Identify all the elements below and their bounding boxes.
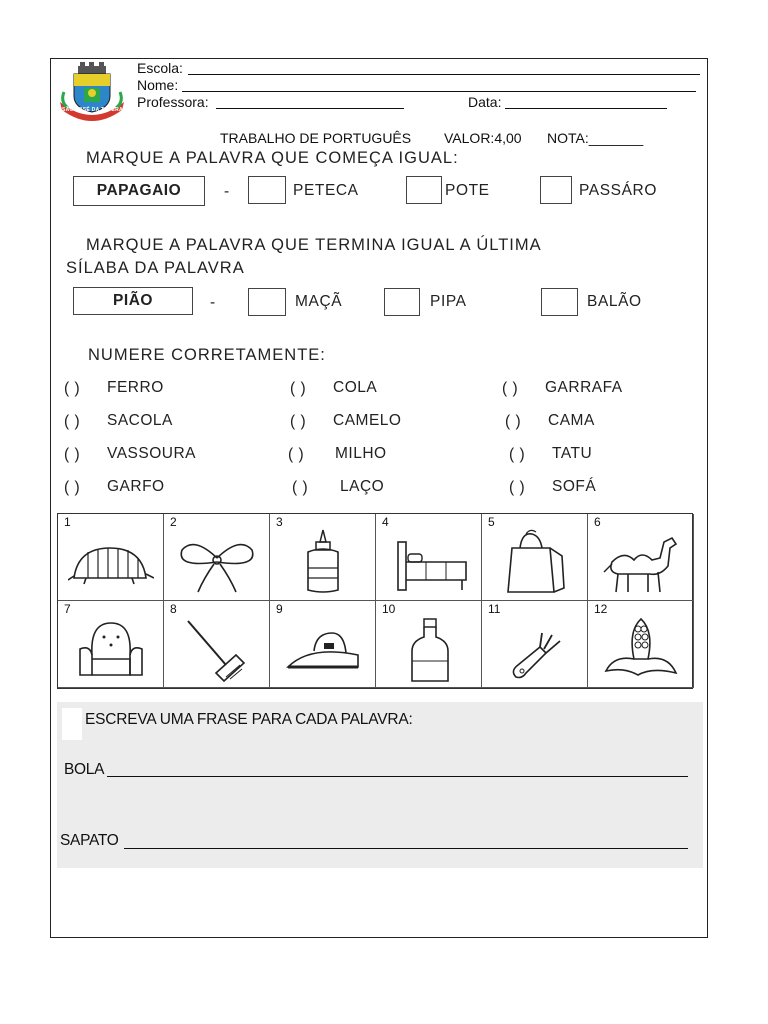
picture-number: 9 (276, 602, 283, 616)
assignment-title: TRABALHO DE PORTUGUÊS (220, 130, 412, 146)
word-camelo: CAMELO (333, 412, 402, 429)
number-slot[interactable]: ( ) (288, 446, 305, 463)
checkbox-passaro[interactable] (540, 176, 572, 204)
checkbox-maca[interactable] (248, 288, 286, 316)
word-sacola: SACOLA (107, 412, 173, 429)
checkbox-balao[interactable] (541, 288, 578, 316)
date-field[interactable] (505, 108, 667, 109)
dash: - (224, 183, 230, 200)
word-garrafa: GARRAFA (545, 379, 623, 396)
section2-instruction-line2: SÍLABA DA PALAVRA (66, 259, 245, 277)
picture-number: 4 (382, 515, 389, 529)
picture-cell (270, 601, 376, 688)
picture-cell (58, 601, 164, 688)
camel-icon (598, 528, 684, 598)
number-slot[interactable]: ( ) (509, 446, 526, 463)
picture-cell (270, 514, 376, 601)
glue-bottle-icon (280, 528, 366, 598)
picture-cell (588, 601, 694, 688)
option-pote: POTE (445, 182, 490, 199)
option-balao: BALÃO (587, 293, 642, 310)
picture-cell (482, 514, 588, 601)
number-slot[interactable]: ( ) (64, 413, 81, 430)
number-slot[interactable]: ( ) (509, 479, 526, 496)
option-peteca: PETECA (293, 182, 359, 199)
word-cola: COLA (333, 379, 378, 396)
bow-icon (174, 528, 260, 598)
picture-number: 7 (64, 602, 71, 616)
picture-number: 8 (170, 602, 177, 616)
number-slot[interactable]: ( ) (290, 413, 307, 430)
section3-instruction: NUMERE CORRETAMENTE: (88, 346, 326, 364)
number-slot[interactable]: ( ) (505, 413, 522, 430)
word-tatu: TATU (552, 445, 593, 462)
picture-number: 12 (594, 602, 608, 616)
teacher-field[interactable] (216, 108, 404, 109)
iron-icon (280, 615, 366, 685)
picture-cell (376, 514, 482, 601)
picture-cell (164, 514, 270, 601)
checkbox-peteca[interactable] (248, 176, 286, 204)
school-label: Escola: (137, 60, 183, 76)
word-sapato: SAPATO (60, 832, 119, 849)
crest-text: SÃO JOSÉ DA TAPERA (62, 107, 123, 113)
fork-icon (492, 615, 578, 685)
number-slot[interactable]: ( ) (64, 446, 81, 463)
bag-icon (492, 528, 578, 598)
date-label: Data: (468, 94, 502, 110)
picture-number: 2 (170, 515, 177, 529)
key-word-piao: PIÃO (73, 287, 193, 315)
assignment-value: VALOR:4,00 (444, 130, 522, 146)
picture-cell (588, 514, 694, 601)
picture-cell (376, 601, 482, 688)
bed-icon (386, 528, 472, 598)
word-laco: LAÇO (340, 478, 385, 495)
option-maca: MAÇÃ (295, 293, 343, 310)
word-ferro: FERRO (107, 379, 164, 396)
section4-instruction: ESCREVA UMA FRASE PARA CADA PALAVRA: (85, 711, 413, 728)
school-field[interactable] (188, 74, 700, 75)
municipal-crest-icon (56, 62, 128, 122)
key-word-papagaio: PAPAGAIO (73, 176, 205, 206)
writing-section-marker (62, 708, 82, 740)
word-bola: BOLA (64, 761, 105, 778)
armadillo-icon (68, 528, 154, 598)
picture-number: 1 (64, 515, 71, 529)
broom-icon (174, 615, 260, 685)
number-slot[interactable]: ( ) (290, 380, 307, 397)
option-pipa: PIPA (430, 293, 467, 310)
picture-number: 6 (594, 515, 601, 529)
teacher-label: Professora: (137, 94, 209, 110)
picture-grid (57, 513, 693, 689)
word-vassoura: VASSOURA (107, 445, 196, 462)
word-milho: MILHO (335, 445, 387, 462)
picture-number: 10 (382, 602, 396, 616)
bottle-icon (386, 615, 472, 685)
armchair-icon (68, 615, 154, 685)
name-field[interactable] (182, 91, 696, 92)
option-passaro: PASSÁRO (579, 182, 657, 199)
corn-icon (598, 615, 684, 685)
picture-cell (164, 601, 270, 688)
word-cama: CAMA (548, 412, 595, 429)
word-sofa: SOFÁ (552, 478, 597, 495)
grade-field[interactable]: NOTA:_______ (547, 130, 644, 146)
number-slot[interactable]: ( ) (64, 479, 81, 496)
section2-instruction-line1: MARQUE A PALAVRA QUE TERMINA IGUAL A ÚLTIMA (86, 236, 542, 254)
word-garfo: GARFO (107, 478, 165, 495)
picture-cell (58, 514, 164, 601)
checkbox-pipa[interactable] (384, 288, 420, 316)
picture-number: 3 (276, 515, 283, 529)
number-slot[interactable]: ( ) (64, 380, 81, 397)
sentence-line-sapato[interactable] (124, 848, 688, 849)
picture-number: 5 (488, 515, 495, 529)
sentence-line-bola[interactable] (107, 776, 688, 777)
picture-number: 11 (488, 602, 501, 616)
checkbox-pote[interactable] (406, 176, 442, 204)
number-slot[interactable]: ( ) (502, 380, 519, 397)
dash: - (210, 294, 216, 311)
number-slot[interactable]: ( ) (292, 479, 309, 496)
name-label: Nome: (137, 77, 179, 93)
section1-instruction: MARQUE A PALAVRA QUE COMEÇA IGUAL: (86, 149, 459, 167)
picture-cell (482, 601, 588, 688)
